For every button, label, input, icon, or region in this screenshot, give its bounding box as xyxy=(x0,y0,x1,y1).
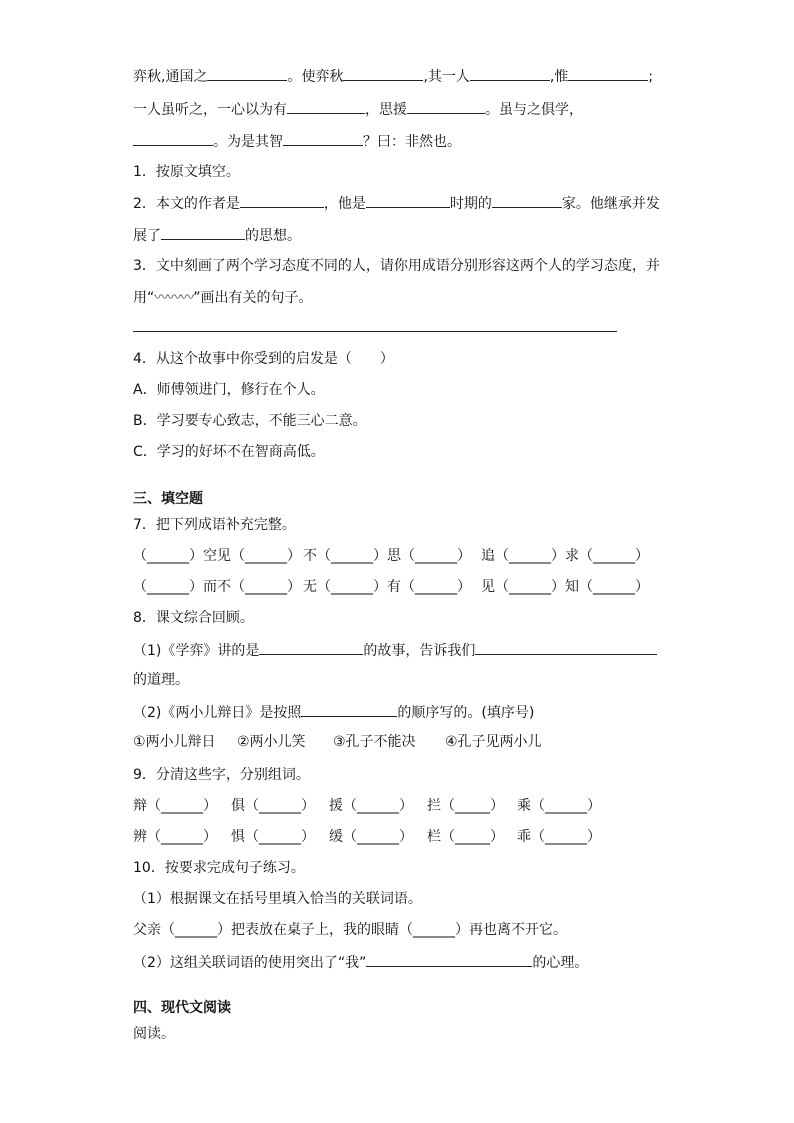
char-fill[interactable]: 惧（______） xyxy=(231,829,315,845)
option-b[interactable]: B．学习要专心致志，不能三心二意。 xyxy=(133,413,367,429)
blank[interactable] xyxy=(133,130,213,146)
option-a[interactable]: A．师傅领进门，修行在个人。 xyxy=(133,382,325,398)
section-3-title: 三、填空题 xyxy=(133,491,203,507)
question-8-2 xyxy=(133,701,534,723)
blank-order[interactable] xyxy=(301,701,397,717)
q8-option: ③孔子不能决 xyxy=(333,734,416,750)
blank[interactable] xyxy=(407,98,485,114)
q8-options xyxy=(133,732,542,752)
question-2-cont xyxy=(133,224,301,246)
q2-text: 的思想。 xyxy=(245,228,301,244)
question-9: 9．分清这些字，分别组词。 xyxy=(133,767,310,783)
blank-story[interactable] xyxy=(259,639,363,655)
passage-text: ？曰：非然也。 xyxy=(363,134,461,150)
passage-line-3 xyxy=(133,130,461,152)
char-fill[interactable]: 俱（______） xyxy=(231,798,315,814)
passage-text: 一人虽听之，一心以为有 xyxy=(133,102,287,118)
option-c[interactable]: C．学习的好坏不在智商高低。 xyxy=(133,444,325,460)
question-1: 1．按原文填空。 xyxy=(133,164,240,180)
blank-school[interactable] xyxy=(492,192,562,208)
q8-text: 的故事，告诉我们 xyxy=(363,643,476,659)
passage-text: ; xyxy=(648,69,654,85)
blank-period[interactable] xyxy=(366,192,450,208)
chars-row-1 xyxy=(133,796,601,816)
q2-text: ，他是 xyxy=(323,196,366,212)
q8-option: ④孔子见两小儿 xyxy=(445,734,542,750)
q10-text: （2）这组关联词语的使用突出了“我” xyxy=(133,955,367,971)
passage-line-1 xyxy=(133,65,653,87)
section-4-title: 四、现代文阅读 xyxy=(133,1000,231,1016)
passage-text: ，思援 xyxy=(365,102,407,118)
blank-lesson[interactable] xyxy=(475,639,657,655)
question-10-2 xyxy=(133,951,588,973)
question-2 xyxy=(133,192,660,214)
blank[interactable] xyxy=(283,130,363,146)
idiom-fill[interactable]: （______）而不（______） xyxy=(133,579,301,595)
char-fill[interactable]: 辩（______） xyxy=(133,798,217,814)
q8-text: 的顺序写的。(填序号) xyxy=(397,705,535,721)
wavy-line-icon: 〰〰〰 xyxy=(154,290,194,306)
char-fill[interactable]: 乖（______） xyxy=(517,829,601,845)
idiom-fill[interactable]: 追（______）求（______） xyxy=(481,548,649,564)
blank-author[interactable] xyxy=(240,192,324,208)
char-fill[interactable]: 拦（_____） xyxy=(427,798,504,814)
chars-row-2 xyxy=(133,827,601,847)
question-8-1-cont: 的道理。 xyxy=(133,672,189,688)
q8-text: （1)《学弈》讲的是 xyxy=(133,643,260,659)
blank[interactable] xyxy=(207,65,287,81)
question-4: 4．从这个故事中你受到的启发是（ ） xyxy=(133,351,394,367)
idiom-fill[interactable]: 见（______）知（______） xyxy=(481,579,649,595)
q3-text: 用“ xyxy=(133,290,155,306)
question-10: 10．按要求完成句子练习。 xyxy=(133,860,305,876)
q2-text: 家。他继承并发 xyxy=(561,196,660,212)
passage-text: 。使弈秋 xyxy=(287,69,344,85)
q2-text: 展了 xyxy=(133,228,161,244)
blank[interactable] xyxy=(568,65,648,81)
passage-text: ,其一人 xyxy=(423,69,470,85)
passage-text: 。为是其智 xyxy=(213,134,283,150)
q10-text: 的心理。 xyxy=(532,955,589,971)
idioms-row-1 xyxy=(133,546,649,566)
question-7: 7．把下列成语补充完整。 xyxy=(133,517,296,533)
q8-option: ①两小儿辩日 xyxy=(133,734,216,750)
question-3: 3．文中刻画了两个学习态度不同的人，请你用成语分别形容这两个人的学习态度，并 xyxy=(133,258,660,274)
passage-text: 弈秋,通国之 xyxy=(133,69,208,85)
q2-text: 2．本文的作者是 xyxy=(133,196,240,212)
blank-psychology[interactable] xyxy=(366,951,532,967)
char-fill[interactable]: 援（______） xyxy=(329,798,413,814)
blank-thought[interactable] xyxy=(161,224,245,240)
question-8-1 xyxy=(133,639,657,661)
blank[interactable] xyxy=(287,98,365,114)
idiom-fill[interactable]: 无（______）有（______） xyxy=(303,579,471,595)
idiom-fill[interactable]: （______）空见（______） xyxy=(133,548,301,564)
blank[interactable] xyxy=(470,65,550,81)
section-4-instruction: 阅读。 xyxy=(133,1026,175,1042)
char-fill[interactable]: 辨（______） xyxy=(133,829,217,845)
q2-text: 时期的 xyxy=(449,196,492,212)
q8-text: （2)《两小儿辩日》是按照 xyxy=(133,705,302,721)
char-fill[interactable]: 缓（______） xyxy=(329,829,413,845)
passage-line-2 xyxy=(133,98,583,120)
q8-option: ②两小儿笑 xyxy=(237,734,306,750)
char-fill[interactable]: 栏（_____） xyxy=(427,829,504,845)
idioms-row-2 xyxy=(133,577,649,597)
answer-line[interactable] xyxy=(133,331,617,332)
passage-text: 。虽与之俱学， xyxy=(485,102,583,118)
question-10-sentence[interactable]: 父亲（______）把表放在桌子上，我的眼睛（______）再也离不开它。 xyxy=(133,922,567,938)
question-10-1: （1）根据课文在括号里填入恰当的关联词语。 xyxy=(133,891,422,907)
blank[interactable] xyxy=(343,65,423,81)
question-8: 8．课文综合回顾。 xyxy=(133,610,254,626)
question-3-cont xyxy=(133,288,313,308)
q3-text: ”画出有关的句子。 xyxy=(193,290,313,306)
char-fill[interactable]: 乘（______） xyxy=(517,798,601,814)
passage-text: ,惟 xyxy=(549,69,569,85)
idiom-fill[interactable]: 不（______）思（______） xyxy=(303,548,471,564)
